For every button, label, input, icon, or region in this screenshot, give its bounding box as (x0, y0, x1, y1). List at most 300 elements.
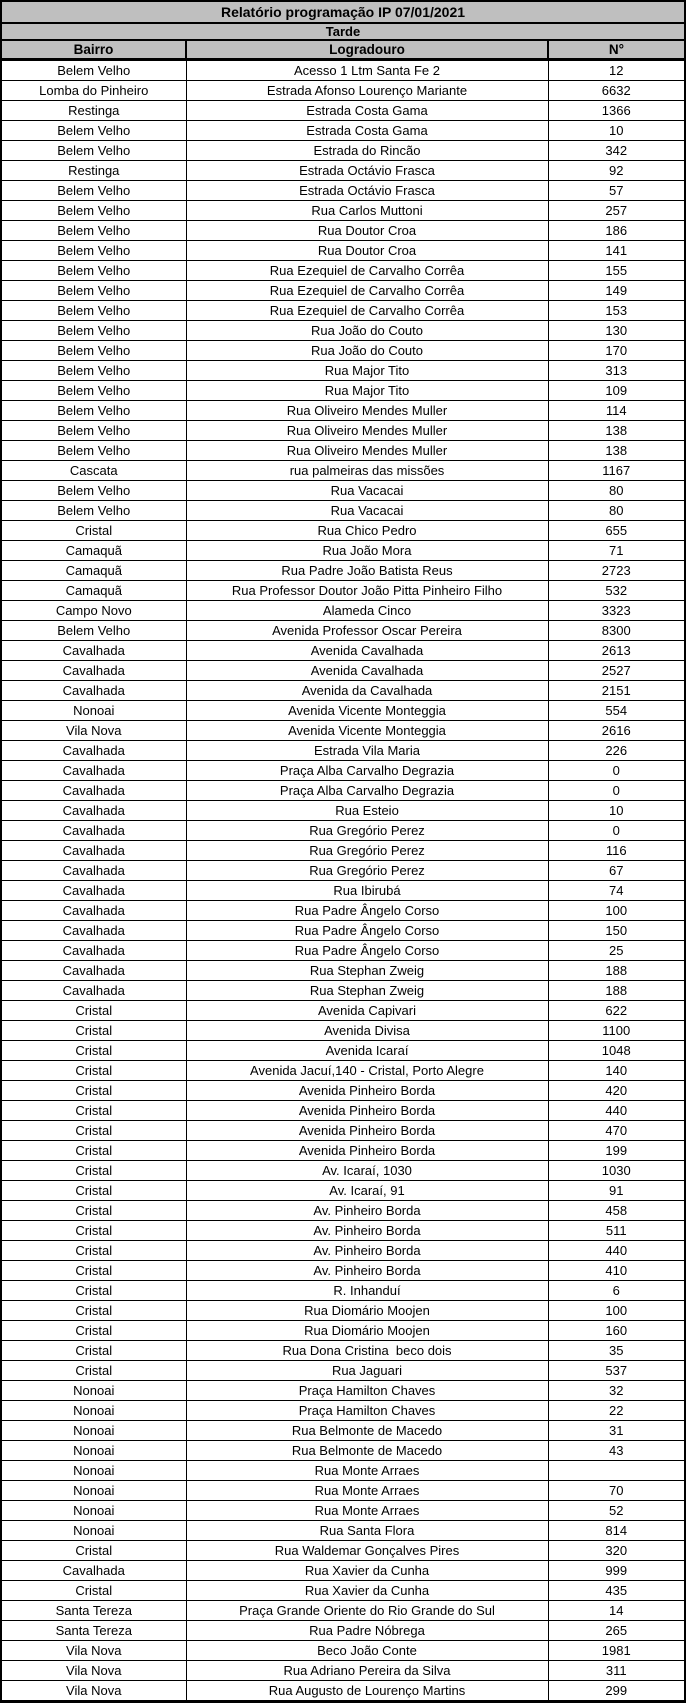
table-row (1, 141, 685, 161)
numero-cell: 470 (548, 1121, 685, 1141)
numero-cell: 440 (548, 1241, 685, 1261)
bairro-cell: Nonoai (1, 1401, 186, 1421)
bairro-cell: Cristal (1, 1201, 186, 1221)
numero-cell: 6632 (548, 81, 685, 101)
logradouro-cell: Rua Major Tito (186, 381, 548, 401)
table-row (1, 1501, 685, 1521)
numero-cell: 67 (548, 861, 685, 881)
logradouro-cell: Rua Oliveiro Mendes Muller (186, 441, 548, 461)
numero-cell: 12 (548, 60, 685, 81)
table-row (1, 1681, 685, 1702)
bairro-cell: Belem Velho (1, 60, 186, 81)
bairro-cell: Belem Velho (1, 361, 186, 381)
numero-cell: 100 (548, 1301, 685, 1321)
bairro-cell: Belem Velho (1, 201, 186, 221)
bairro-cell: Belem Velho (1, 281, 186, 301)
logradouro-cell: Rua Ezequiel de Carvalho Corrêa (186, 281, 548, 301)
logradouro-cell: Avenida Capivari (186, 1001, 548, 1021)
logradouro-cell: Avenida Professor Oscar Pereira (186, 621, 548, 641)
logradouro-cell: Rua Adriano Pereira da Silva (186, 1661, 548, 1681)
logradouro-cell: Rua Belmonte de Macedo (186, 1421, 548, 1441)
table-row (1, 841, 685, 861)
numero-cell: 35 (548, 1341, 685, 1361)
logradouro-cell: Rua Ezequiel de Carvalho Corrêa (186, 301, 548, 321)
numero-cell: 188 (548, 981, 685, 1001)
numero-cell: 109 (548, 381, 685, 401)
table-row (1, 1321, 685, 1341)
numero-cell: 170 (548, 341, 685, 361)
logradouro-cell: Avenida Divisa (186, 1021, 548, 1041)
bairro-cell: Belem Velho (1, 121, 186, 141)
numero-cell: 2723 (548, 561, 685, 581)
table-row (1, 561, 685, 581)
numero-cell: 0 (548, 761, 685, 781)
table-row (1, 981, 685, 1001)
table-row (1, 1561, 685, 1581)
table-row (1, 361, 685, 381)
table-row (1, 1481, 685, 1501)
numero-cell: 814 (548, 1521, 685, 1541)
table-row (1, 921, 685, 941)
logradouro-cell: Rua Augusto de Lourenço Martins (186, 1681, 548, 1702)
bairro-cell: Cavalhada (1, 861, 186, 881)
table-row (1, 821, 685, 841)
logradouro-cell: Rua Xavier da Cunha (186, 1561, 548, 1581)
report-table-body (1, 60, 685, 1702)
logradouro-cell: Estrada Afonso Lourenço Mariante (186, 81, 548, 101)
numero-cell: 999 (548, 1561, 685, 1581)
table-row (1, 641, 685, 661)
bairro-cell: Santa Tereza (1, 1621, 186, 1641)
report-subtitle: Tarde (1, 23, 685, 40)
bairro-cell: Cristal (1, 1341, 186, 1361)
table-row (1, 381, 685, 401)
numero-cell: 186 (548, 221, 685, 241)
bairro-cell: Cristal (1, 1581, 186, 1601)
table-row (1, 1541, 685, 1561)
bairro-cell: Cristal (1, 1361, 186, 1381)
logradouro-cell: Rua Major Tito (186, 361, 548, 381)
table-row (1, 221, 685, 241)
logradouro-cell: Rua Padre João Batista Reus (186, 561, 548, 581)
numero-cell: 70 (548, 1481, 685, 1501)
numero-cell: 532 (548, 581, 685, 601)
numero-cell: 80 (548, 501, 685, 521)
bairro-cell: Cristal (1, 1121, 186, 1141)
logradouro-cell: rua palmeiras das missões (186, 461, 548, 481)
logradouro-cell: Rua Padre Ângelo Corso (186, 921, 548, 941)
logradouro-cell: Rua Gregório Perez (186, 841, 548, 861)
bairro-cell: Cavalhada (1, 841, 186, 861)
numero-cell: 1048 (548, 1041, 685, 1061)
table-row (1, 941, 685, 961)
numero-cell: 114 (548, 401, 685, 421)
bairro-cell: Belem Velho (1, 381, 186, 401)
table-row (1, 1201, 685, 1221)
numero-cell: 150 (548, 921, 685, 941)
logradouro-cell: Avenida da Cavalhada (186, 681, 548, 701)
numero-cell: 1981 (548, 1641, 685, 1661)
numero-cell: 188 (548, 961, 685, 981)
bairro-cell: Cristal (1, 1181, 186, 1201)
logradouro-cell: Avenida Cavalhada (186, 661, 548, 681)
numero-cell: 299 (548, 1681, 685, 1702)
numero-cell: 2613 (548, 641, 685, 661)
table-row (1, 341, 685, 361)
table-row (1, 761, 685, 781)
bairro-cell: Belem Velho (1, 321, 186, 341)
report-title: Relatório programação IP 07/01/2021 (1, 1, 685, 23)
logradouro-cell: Rua João do Couto (186, 341, 548, 361)
table-row (1, 1661, 685, 1681)
bairro-cell: Camaquã (1, 541, 186, 561)
numero-cell: 655 (548, 521, 685, 541)
table-row (1, 1621, 685, 1641)
bairro-cell: Cristal (1, 1041, 186, 1061)
numero-cell: 57 (548, 181, 685, 201)
numero-cell: 2616 (548, 721, 685, 741)
bairro-cell: Cavalhada (1, 901, 186, 921)
column-header-logradouro: Logradouro (186, 40, 548, 60)
numero-cell: 32 (548, 1381, 685, 1401)
numero-cell: 458 (548, 1201, 685, 1221)
logradouro-cell: Rua Padre Nóbrega (186, 1621, 548, 1641)
table-row (1, 1581, 685, 1601)
numero-cell: 116 (548, 841, 685, 861)
bairro-cell: Cavalhada (1, 641, 186, 661)
logradouro-cell: Rua Doutor Croa (186, 221, 548, 241)
bairro-cell: Cavalhada (1, 781, 186, 801)
numero-cell: 435 (548, 1581, 685, 1601)
bairro-cell: Cavalhada (1, 741, 186, 761)
numero-cell: 313 (548, 361, 685, 381)
bairro-cell: Restinga (1, 101, 186, 121)
numero-cell: 43 (548, 1441, 685, 1461)
table-row (1, 1641, 685, 1661)
bairro-cell: Nonoai (1, 1421, 186, 1441)
table-row (1, 681, 685, 701)
numero-cell: 153 (548, 301, 685, 321)
bairro-cell: Restinga (1, 161, 186, 181)
numero-cell: 141 (548, 241, 685, 261)
numero-cell: 511 (548, 1221, 685, 1241)
table-row (1, 1421, 685, 1441)
table-row (1, 321, 685, 341)
bairro-cell: Belem Velho (1, 341, 186, 361)
logradouro-cell: Rua Carlos Muttoni (186, 201, 548, 221)
numero-cell: 10 (548, 121, 685, 141)
bairro-cell: Nonoai (1, 1481, 186, 1501)
numero-cell: 257 (548, 201, 685, 221)
logradouro-cell: Av. Pinheiro Borda (186, 1201, 548, 1221)
table-row (1, 461, 685, 481)
bairro-cell: Nonoai (1, 1521, 186, 1541)
bairro-cell: Cristal (1, 1081, 186, 1101)
numero-cell: 14 (548, 1601, 685, 1621)
logradouro-cell: Estrada Costa Gama (186, 121, 548, 141)
numero-cell: 52 (548, 1501, 685, 1521)
bairro-cell: Cavalhada (1, 941, 186, 961)
logradouro-cell: Rua Monte Arraes (186, 1501, 548, 1521)
table-row (1, 1161, 685, 1181)
logradouro-cell: Avenida Jacuí,140 - Cristal, Porto Alegre (186, 1061, 548, 1081)
logradouro-cell: Avenida Vicente Monteggia (186, 721, 548, 741)
table-row (1, 1261, 685, 1281)
logradouro-cell: Rua Ezequiel de Carvalho Corrêa (186, 261, 548, 281)
logradouro-cell: Avenida Pinheiro Borda (186, 1141, 548, 1161)
bairro-cell: Belem Velho (1, 241, 186, 261)
numero-cell: 91 (548, 1181, 685, 1201)
logradouro-cell: Av. Pinheiro Borda (186, 1261, 548, 1281)
numero-cell: 342 (548, 141, 685, 161)
numero-cell: 226 (548, 741, 685, 761)
numero-cell: 31 (548, 1421, 685, 1441)
table-row (1, 121, 685, 141)
numero-cell: 622 (548, 1001, 685, 1021)
logradouro-cell: Rua Ibirubá (186, 881, 548, 901)
numero-cell: 1366 (548, 101, 685, 121)
table-row (1, 801, 685, 821)
bairro-cell: Cristal (1, 1141, 186, 1161)
table-row (1, 1181, 685, 1201)
logradouro-cell: Estrada Vila Maria (186, 741, 548, 761)
bairro-cell: Cavalhada (1, 801, 186, 821)
numero-cell: 100 (548, 901, 685, 921)
table-row (1, 201, 685, 221)
numero-cell: 140 (548, 1061, 685, 1081)
logradouro-cell: Estrada Octávio Frasca (186, 181, 548, 201)
bairro-cell: Belem Velho (1, 401, 186, 421)
bairro-cell: Belem Velho (1, 481, 186, 501)
bairro-cell: Cristal (1, 1321, 186, 1341)
logradouro-cell: Rua Chico Pedro (186, 521, 548, 541)
logradouro-cell: Avenida Icaraí (186, 1041, 548, 1061)
logradouro-cell: Praça Alba Carvalho Degrazia (186, 761, 548, 781)
logradouro-cell: Rua Belmonte de Macedo (186, 1441, 548, 1461)
logradouro-cell: Rua Monte Arraes (186, 1461, 548, 1481)
numero-cell: 10 (548, 801, 685, 821)
table-row (1, 501, 685, 521)
logradouro-cell: Rua Professor Doutor João Pitta Pinheiro Filho (186, 581, 548, 601)
logradouro-cell: Praça Hamilton Chaves (186, 1401, 548, 1421)
table-row (1, 1121, 685, 1141)
logradouro-cell: Rua Vacacai (186, 501, 548, 521)
logradouro-cell: Rua Doutor Croa (186, 241, 548, 261)
table-row (1, 1381, 685, 1401)
table-row (1, 1341, 685, 1361)
table-row (1, 781, 685, 801)
logradouro-cell: Estrada Costa Gama (186, 101, 548, 121)
table-row (1, 1601, 685, 1621)
logradouro-cell: Rua Padre Ângelo Corso (186, 901, 548, 921)
table-row (1, 261, 685, 281)
numero-cell (548, 1461, 685, 1481)
table-row (1, 1441, 685, 1461)
bairro-cell: Cavalhada (1, 1561, 186, 1581)
bairro-cell: Belem Velho (1, 141, 186, 161)
logradouro-cell: Rua Gregório Perez (186, 861, 548, 881)
table-row (1, 541, 685, 561)
table-row (1, 281, 685, 301)
bairro-cell: Cavalhada (1, 661, 186, 681)
numero-cell: 420 (548, 1081, 685, 1101)
bairro-cell: Vila Nova (1, 1661, 186, 1681)
numero-cell: 440 (548, 1101, 685, 1121)
logradouro-cell: Avenida Pinheiro Borda (186, 1081, 548, 1101)
bairro-cell: Cristal (1, 1261, 186, 1281)
logradouro-cell: Alameda Cinco (186, 601, 548, 621)
table-row (1, 901, 685, 921)
logradouro-cell: Rua Stephan Zweig (186, 981, 548, 1001)
logradouro-cell: Rua Esteio (186, 801, 548, 821)
numero-cell: 0 (548, 781, 685, 801)
bairro-cell: Cavalhada (1, 961, 186, 981)
table-row (1, 1041, 685, 1061)
logradouro-cell: Avenida Pinheiro Borda (186, 1121, 548, 1141)
bairro-cell: Vila Nova (1, 1641, 186, 1661)
logradouro-cell: Rua João Mora (186, 541, 548, 561)
logradouro-cell: Avenida Pinheiro Borda (186, 1101, 548, 1121)
logradouro-cell: Rua Diomário Moojen (186, 1301, 548, 1321)
table-row (1, 721, 685, 741)
logradouro-cell: Praça Hamilton Chaves (186, 1381, 548, 1401)
logradouro-cell: Av. Icaraí, 1030 (186, 1161, 548, 1181)
logradouro-cell: Avenida Cavalhada (186, 641, 548, 661)
bairro-cell: Nonoai (1, 1461, 186, 1481)
numero-cell: 265 (548, 1621, 685, 1641)
bairro-cell: Belem Velho (1, 181, 186, 201)
bairro-cell: Cavalhada (1, 921, 186, 941)
logradouro-cell: Av. Pinheiro Borda (186, 1241, 548, 1261)
bairro-cell: Nonoai (1, 1441, 186, 1461)
table-row (1, 581, 685, 601)
table-row (1, 1021, 685, 1041)
logradouro-cell: R. Inhanduí (186, 1281, 548, 1301)
logradouro-cell: Rua Vacacai (186, 481, 548, 501)
table-row (1, 701, 685, 721)
bairro-cell: Cristal (1, 1281, 186, 1301)
table-row (1, 481, 685, 501)
table-row (1, 1361, 685, 1381)
bairro-cell: Nonoai (1, 1501, 186, 1521)
logradouro-cell: Praça Grande Oriente do Rio Grande do Sul (186, 1601, 548, 1621)
numero-cell: 537 (548, 1361, 685, 1381)
bairro-cell: Cavalhada (1, 821, 186, 841)
bairro-cell: Cascata (1, 461, 186, 481)
logradouro-cell: Rua Xavier da Cunha (186, 1581, 548, 1601)
logradouro-cell: Av. Icaraí, 91 (186, 1181, 548, 1201)
logradouro-cell: Rua Waldemar Gonçalves Pires (186, 1541, 548, 1561)
table-row (1, 1301, 685, 1321)
logradouro-cell: Rua Dona Cristina beco dois (186, 1341, 548, 1361)
logradouro-cell: Praça Alba Carvalho Degrazia (186, 781, 548, 801)
table-row (1, 1061, 685, 1081)
numero-cell: 3323 (548, 601, 685, 621)
logradouro-cell: Rua Padre Ângelo Corso (186, 941, 548, 961)
bairro-cell: Cristal (1, 1221, 186, 1241)
logradouro-cell: Rua Oliveiro Mendes Muller (186, 401, 548, 421)
table-row (1, 1241, 685, 1261)
bairro-cell: Cristal (1, 1541, 186, 1561)
logradouro-cell: Rua Oliveiro Mendes Muller (186, 421, 548, 441)
table-row (1, 521, 685, 541)
table-row (1, 621, 685, 641)
bairro-cell: Cavalhada (1, 981, 186, 1001)
table-row (1, 181, 685, 201)
table-row (1, 60, 685, 81)
numero-cell: 92 (548, 161, 685, 181)
logradouro-cell: Rua João do Couto (186, 321, 548, 341)
bairro-cell: Cristal (1, 521, 186, 541)
column-header-row (1, 40, 685, 60)
numero-cell: 138 (548, 441, 685, 461)
table-row (1, 1101, 685, 1121)
numero-cell: 0 (548, 821, 685, 841)
bairro-cell: Vila Nova (1, 1681, 186, 1702)
bairro-cell: Vila Nova (1, 721, 186, 741)
logradouro-cell: Rua Monte Arraes (186, 1481, 548, 1501)
column-header-bairro: Bairro (1, 40, 186, 60)
report-title-row (1, 1, 685, 23)
numero-cell: 1100 (548, 1021, 685, 1041)
numero-cell: 410 (548, 1261, 685, 1281)
logradouro-cell: Estrada Octávio Frasca (186, 161, 548, 181)
numero-cell: 130 (548, 321, 685, 341)
logradouro-cell: Beco João Conte (186, 1641, 548, 1661)
logradouro-cell: Av. Pinheiro Borda (186, 1221, 548, 1241)
numero-cell: 2151 (548, 681, 685, 701)
numero-cell: 160 (548, 1321, 685, 1341)
bairro-cell: Camaquã (1, 581, 186, 601)
numero-cell: 22 (548, 1401, 685, 1421)
bairro-cell: Campo Novo (1, 601, 186, 621)
bairro-cell: Cristal (1, 1101, 186, 1121)
bairro-cell: Lomba do Pinheiro (1, 81, 186, 101)
numero-cell: 149 (548, 281, 685, 301)
table-row (1, 81, 685, 101)
logradouro-cell: Acesso 1 Ltm Santa Fe 2 (186, 60, 548, 81)
logradouro-cell: Rua Jaguari (186, 1361, 548, 1381)
bairro-cell: Nonoai (1, 1381, 186, 1401)
table-row (1, 241, 685, 261)
bairro-cell: Camaquã (1, 561, 186, 581)
table-row (1, 1001, 685, 1021)
table-row (1, 961, 685, 981)
table-row (1, 881, 685, 901)
numero-cell: 6 (548, 1281, 685, 1301)
bairro-cell: Belem Velho (1, 301, 186, 321)
report-subtitle-row (1, 23, 685, 40)
bairro-cell: Belem Velho (1, 441, 186, 461)
table-row (1, 441, 685, 461)
column-header-numero: N° (548, 40, 685, 60)
table-row (1, 421, 685, 441)
numero-cell: 74 (548, 881, 685, 901)
bairro-cell: Nonoai (1, 701, 186, 721)
bairro-cell: Cristal (1, 1161, 186, 1181)
logradouro-cell: Rua Santa Flora (186, 1521, 548, 1541)
numero-cell: 80 (548, 481, 685, 501)
bairro-cell: Cristal (1, 1301, 186, 1321)
bairro-cell: Cavalhada (1, 881, 186, 901)
bairro-cell: Belem Velho (1, 501, 186, 521)
logradouro-cell: Rua Diomário Moojen (186, 1321, 548, 1341)
table-row (1, 1401, 685, 1421)
numero-cell: 25 (548, 941, 685, 961)
numero-cell: 311 (548, 1661, 685, 1681)
bairro-cell: Cristal (1, 1241, 186, 1261)
table-row (1, 601, 685, 621)
